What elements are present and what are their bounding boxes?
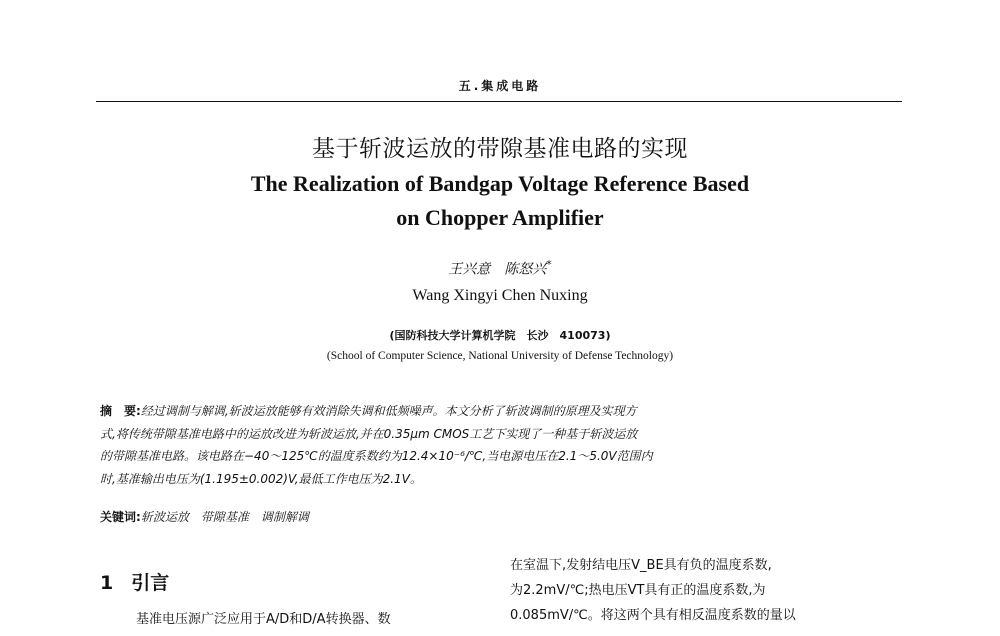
abstract-line-3: 的带隙基准电路。该电路在−40～125℃的温度系数约为12.4×10⁻⁶/℃,当电源电压在2.1～5.0V范围内 [100, 449, 653, 463]
abstract-line-4: 时,基准输出电压为(1.195±0.002)V,最低工作电压为2.1V。 [100, 471, 422, 486]
right-column-line-3: 0.085mV/℃。将这两个具有相反温度系数的量以 [510, 608, 796, 623]
keywords [100, 508, 309, 525]
right-column-text [510, 553, 905, 628]
right-column-line-1: 在室温下,发射结电压V_BE具有负的温度系数, [510, 558, 772, 573]
right-column-line-2: 为2.2mV/℃;热电压VT具有正的温度系数,为 [510, 583, 766, 598]
abstract-text-1: 经过调制与解调,斩波运放能够有效消除失调和低频噪声。本文分析了斩波调制的原理及实现方 [140, 404, 637, 418]
keywords-text: 斩波运放 带隙基准 调制解调 [140, 510, 309, 524]
title-english-line-2: on Chopper Amplifier [396, 205, 604, 230]
keywords-label: 关键词: [100, 510, 141, 524]
header-rule [96, 101, 902, 102]
left-column-text: 基准电压源广泛应用于A/D和D/A转换器、数 [136, 612, 391, 627]
abstract-line-1 [100, 400, 902, 423]
authors-english: Wang Xingyi Chen Nuxing [412, 287, 588, 304]
section-number: 1 [100, 572, 114, 594]
running-header: 五.集成电路 [458, 79, 542, 93]
title-chinese: 基于斩波运放的带隙基准电路的实现 [312, 136, 688, 162]
title-english [0, 167, 1000, 235]
section-title: 引言 [131, 572, 170, 594]
authors-chinese-names: 王兴意 陈怒兴 [448, 261, 547, 278]
affiliation-chinese: (国防科技大学计算机学院 长沙 410073) [389, 329, 611, 342]
authors-chinese [0, 258, 1000, 279]
section-heading-introduction [100, 568, 169, 595]
author-footnote-marker: * [546, 258, 552, 271]
abstract-line-2: 式,将传统带隙基准电路中的运放改进为斩波运放,并在0.35μm CMOS工艺下实现了一种基于斩波运放 [100, 426, 638, 441]
affiliation-english: (School of Computer Science, National University of Defense Technology) [326, 350, 674, 362]
title-english-line-1: The Realization of Bandgap Voltage Reference Based [250, 171, 750, 196]
abstract [100, 400, 902, 490]
abstract-label: 摘 要: [100, 404, 141, 418]
